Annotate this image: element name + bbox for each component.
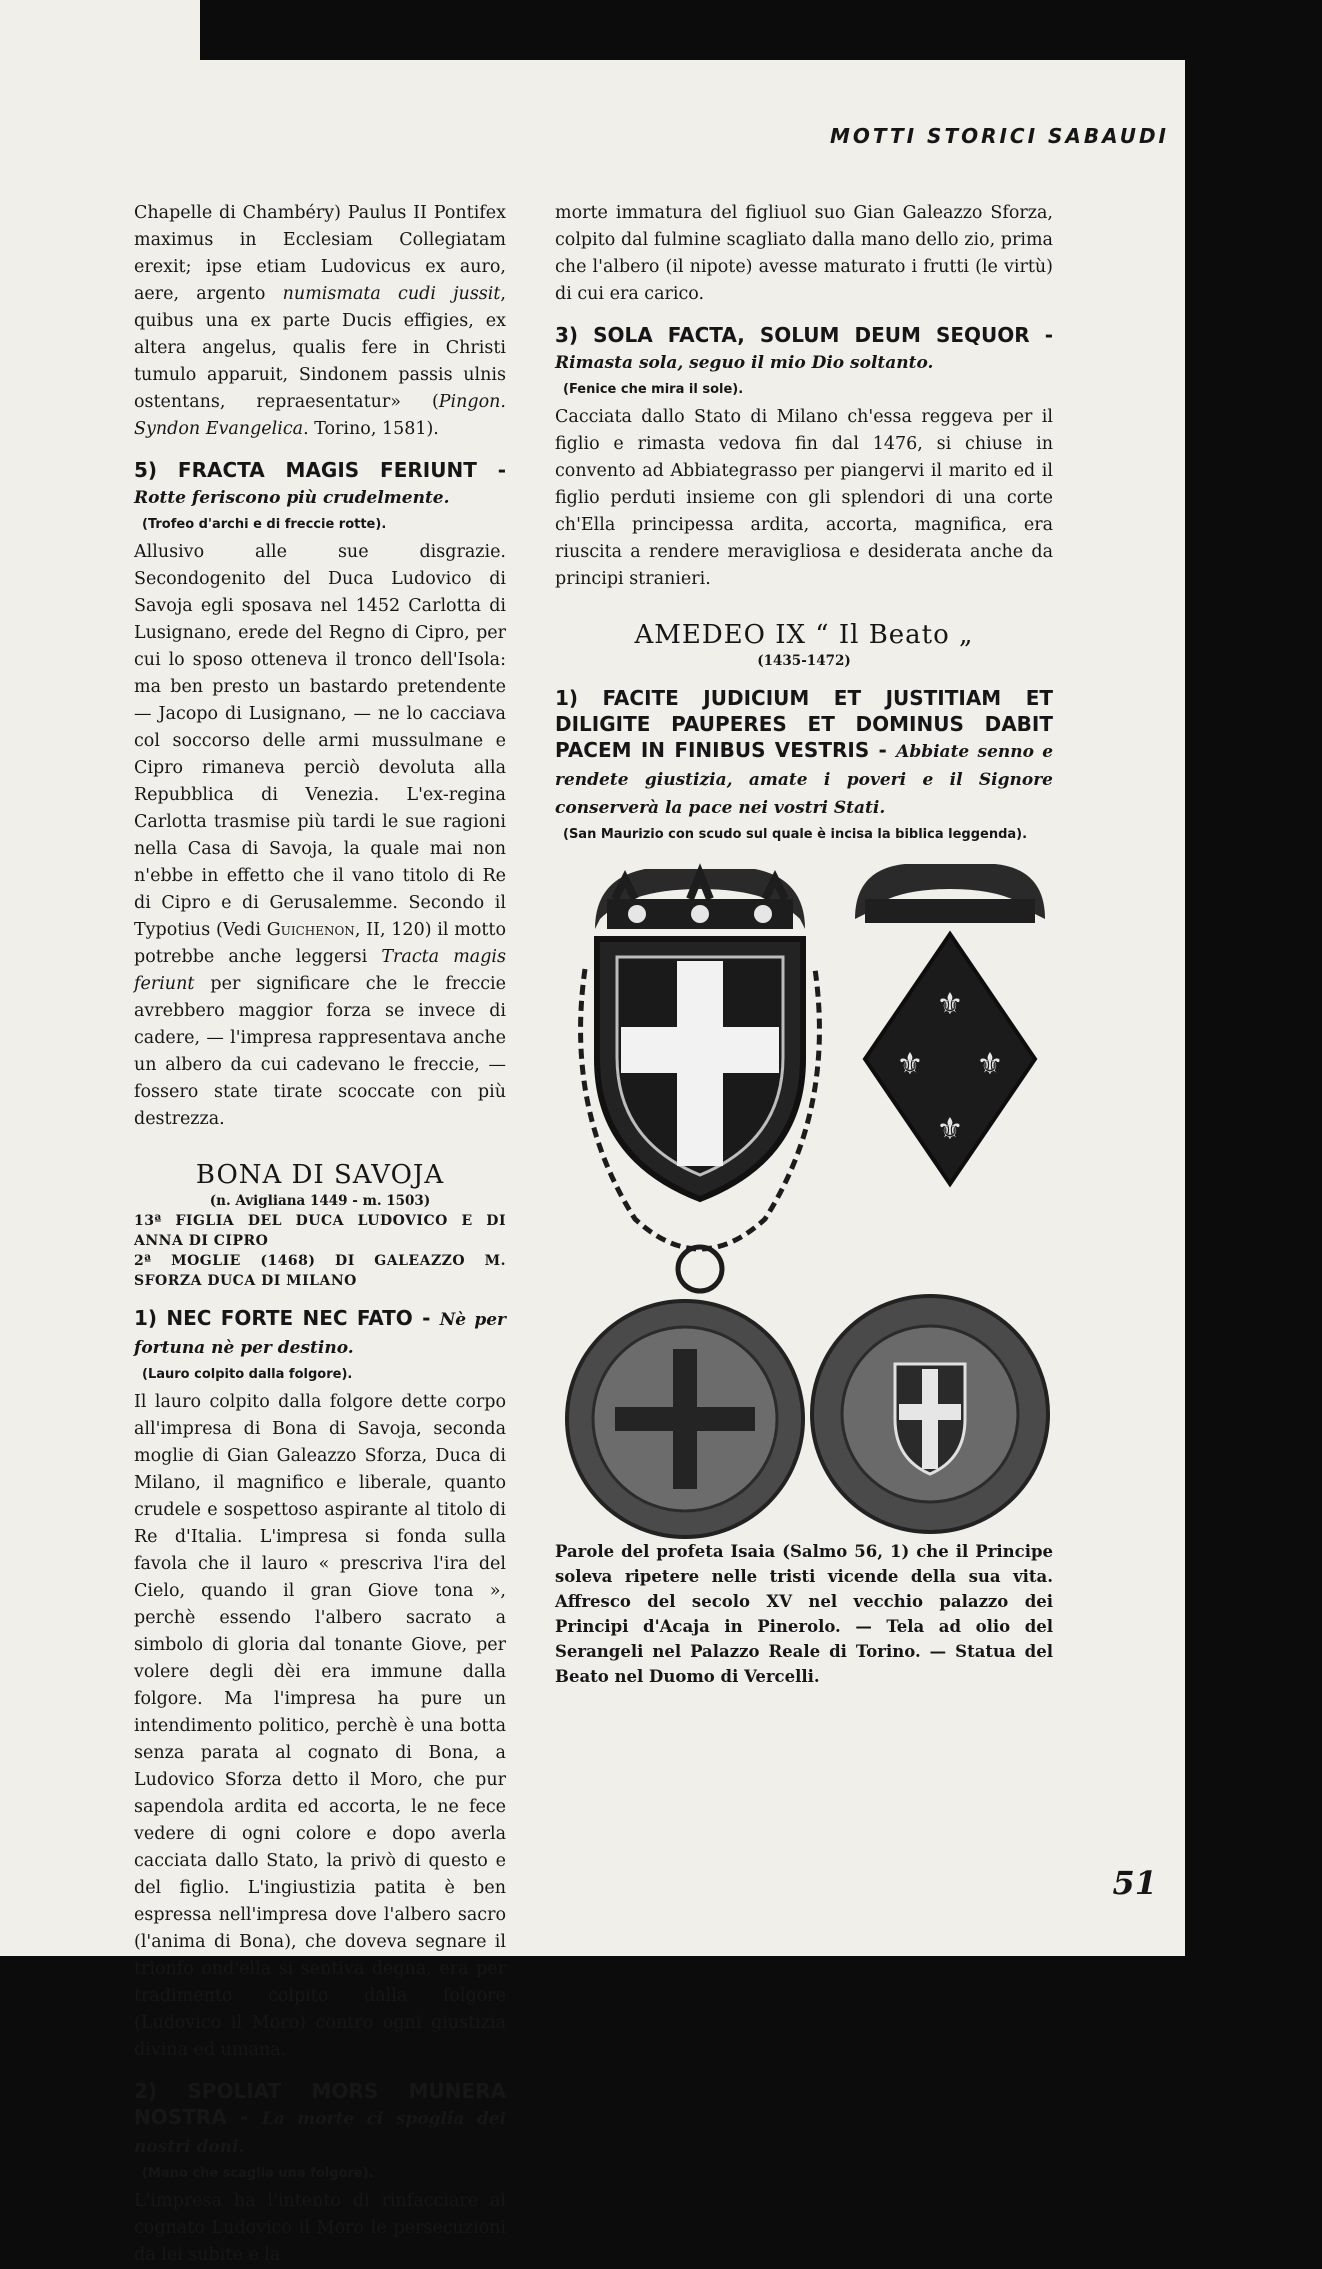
motto-2-note: (Mano che scaglia una folgore). (142, 2166, 374, 2181)
motto-5-translation: Rotte feriscono più crudelmente. (134, 488, 450, 508)
motto-3-heading (555, 322, 1053, 376)
coin-cross-illustration (567, 1301, 803, 1537)
amedeo-motto-1-title: 1) FACITE JUDICIUM ET JUSTITIAM ET DILIGITE PAUPERES ET DOMINUS DABIT PACEM IN FINIBUS VESTRIS (555, 686, 1053, 762)
motto-1-note: (Lauro colpito dalla folgore). (142, 1367, 353, 1382)
motto-2-dash: - (226, 2105, 262, 2129)
page-number: 51 (1112, 1864, 1157, 1902)
left-column (134, 200, 506, 2269)
motto-3-dash: - (1029, 323, 1053, 347)
motto-1-text: Il lauro colpito dalla folgore dette corpo all'impresa di Bona di Savoja, seconda moglie di Gian Galeazzo Sforza, Duca di Milano, il magnifico e liberale, quanto crudele e sospettoso aspirante al titolo di Re d'Italia. L'impresa si fonda sulla favola che il lauro « prescriva l'ira del Cielo, quando il gran Giove tona », perchè essendo l'albero sacrato a simbolo di gloria dal tonante Giove, per volere degli dèi era immune dalla folgore. Ma l'impresa ha pure un intendimento politico, perchè è una botta senza parata al cognato di Bona, a Ludovico Sforza detto il Moro, che pur sapendola ardita ed accorta, le ne fece vedere di ogni colore e dopo averla cacciata dallo Stato, la privò di questo e del figlio. L'ingiustizia patita è ben espressa nell'impresa dove l'albero sacro (l'anima di Bona), che doveva segnare il trionfo ond'ella si sentiva degna, era per tradimento colpito dalla folgore (Ludovico il Moro) contro ogni giustizia divina ed umana. (134, 1392, 506, 2060)
heraldry-figures (555, 859, 1053, 1539)
svg-text:⚜: ⚜ (896, 1047, 924, 1082)
motto-5-title: 5) FRACTA MAGIS FERIUNT (134, 458, 477, 482)
svg-text:⚜: ⚜ (936, 1112, 964, 1147)
motto-3-text: Cacciata dallo Stato di Milano ch'essa reggeva per il figlio e rimasta vedova fin dal 1476, si chiuse in convento ad Abbiategrasso per piangervi il marito ed il figlio perduti insieme con gli splendori di una corte ch'Ella principessa ardita, accorta, magnifica, era riuscita a rendere meravigliosa e desiderata anche da principi stranieri. (555, 407, 1053, 589)
intro-paragraph: Chapelle di Chambéry) Paulus II Pontifex maximus in Ecclesiam Collegiatam erexit; ipse etiam Ludovicus ex auro, aere, argento numismata cudi jussit, quibus una ex parte Ducis effigies, ex altera angelus, qualis fere in Christi tumulo apparuit, Sindonem passis ulnis ostentans, repraesentatur» (Pingon. Syndon Evangelica. Torino, 1581). (134, 203, 506, 439)
continued-text: morte immatura del figliuol suo Gian Galeazzo Sforza, colpito dal fulmine scagliato dalla mano dello zio, prima che l'albero (il nipote) avesse maturato i frutti (le virtù) di cui era carico. (555, 203, 1053, 304)
motto-5-text: Allusivo alle sue disgrazie. Secondogenito del Duca Ludovico di Savoja egli sposava nel 1452 Carlotta di Lusignano, erede del Regno di Cipro, per cui lo sposo otteneva il tronco dell'Isola: ma ben presto un bastardo pretendente — Jacopo di Lusignano, — ne lo cacciava col soccorso delle armi mussulmane e Cipro rimaneva perciò devoluta alla Repubblica di Venezia. L'ex-regina Carlotta trasmise più tardi le sue ragioni nella Casa di Savoja, la quale mai non n'ebbe in effetto che il vano titolo di Re di Cipro e di Gerusalemme. Secondo il Typotius (Vedi Guichenon, II, 120) il motto potrebbe anche leggersi Tracta magis feriunt per significare che le freccie avrebbero maggior forza se invece di cadere, — l'impresa rappresentava anche un albero da cui cadevano le freccie, — fossero state tirate scoccate con più destrezza. (134, 542, 507, 1129)
amedeo-dates: (1435-1472) (757, 653, 851, 669)
bona-relation-2: 2ª MOGLIE (1468) DI GALEAZZO M. SFORZA DUCA DI MILANO (134, 1253, 506, 1289)
book-page (0, 60, 1185, 2265)
bona-relation-1: 13ª FIGLIA DEL DUCA LUDOVICO E DI ANNA DI CIPRO (134, 1213, 506, 1249)
motto-5-heading (134, 457, 506, 511)
motto-1-heading (134, 1305, 506, 1361)
motto-3-title: 3) SOLA FACTA, SOLUM DEUM SEQUOR (555, 323, 1030, 347)
running-header: MOTTI STORICI SABAUDI (829, 124, 1169, 148)
coin-shield-illustration (812, 1296, 1048, 1532)
svg-text:⚜: ⚜ (976, 1047, 1004, 1082)
motto-1-title: 1) NEC FORTE NEC FATO (134, 1306, 413, 1330)
motto-1-dash: - (412, 1306, 440, 1330)
bona-title: BONA DI SAVOJA (195, 1160, 445, 1190)
page-top-edge (0, 0, 200, 60)
lozenge-fleur-de-lis-illustration (855, 864, 1045, 1184)
amedeo-motto-1-translation: Abbiate senno e rendete giustizia, amate i poveri e il Signore conserverà la pace nei vostri Stati. (555, 742, 1054, 818)
motto-5-note: (Trofeo d'archi e di freccie rotte). (142, 517, 387, 532)
figure-caption: Parole del profeta Isaia (Salmo 56, 1) che il Principe soleva ripetere nelle tristi vicende della sua vita. Affresco del secolo XV nel vecchio palazzo dei Principi d'Acaja in Pinerolo. — Tela ad olio del Serangeli nel Palazzo Reale di Torino. — Statua del Beato nel Duomo di Vercelli. (555, 1542, 1053, 1686)
svg-text:⚜: ⚜ (936, 987, 964, 1022)
amedeo-motto-1-heading (555, 685, 1053, 821)
amedeo-motto-1-note: (San Maurizio con scudo sul quale è incisa la biblica leggenda). (563, 827, 1028, 842)
motto-2-title: 2) SPOLIAT MORS MUNERA NOSTRA (134, 2079, 506, 2129)
amedeo-title: AMEDEO IX “ Il Beato „ (634, 620, 974, 650)
right-column (555, 200, 1053, 1689)
motto-3-note: (Fenice che mira il sole). (563, 382, 744, 397)
amedeo-motto-1-dash: - (869, 738, 897, 762)
motto-2-translation: La morte ci spoglia dei nostri doni. (134, 2109, 506, 2157)
motto-5-dash: - (476, 458, 506, 482)
motto-2-text: L'impresa ha l'intento di rinfacciare al cognato Ludovico il Moro le persecuzioni da lei subite e la (134, 2191, 506, 2265)
heraldry-illustrations (555, 859, 1053, 1539)
motto-1-translation: Nè per fortuna nè per destino. (134, 1310, 506, 1358)
motto-2-heading (134, 2078, 506, 2160)
bona-dates: (n. Avigliana 1449 - m. 1503) (209, 1193, 431, 1209)
savoy-shield-illustration (581, 869, 820, 1291)
motto-3-translation: Rimasta sola, seguo il mio Dio soltanto. (555, 353, 934, 373)
